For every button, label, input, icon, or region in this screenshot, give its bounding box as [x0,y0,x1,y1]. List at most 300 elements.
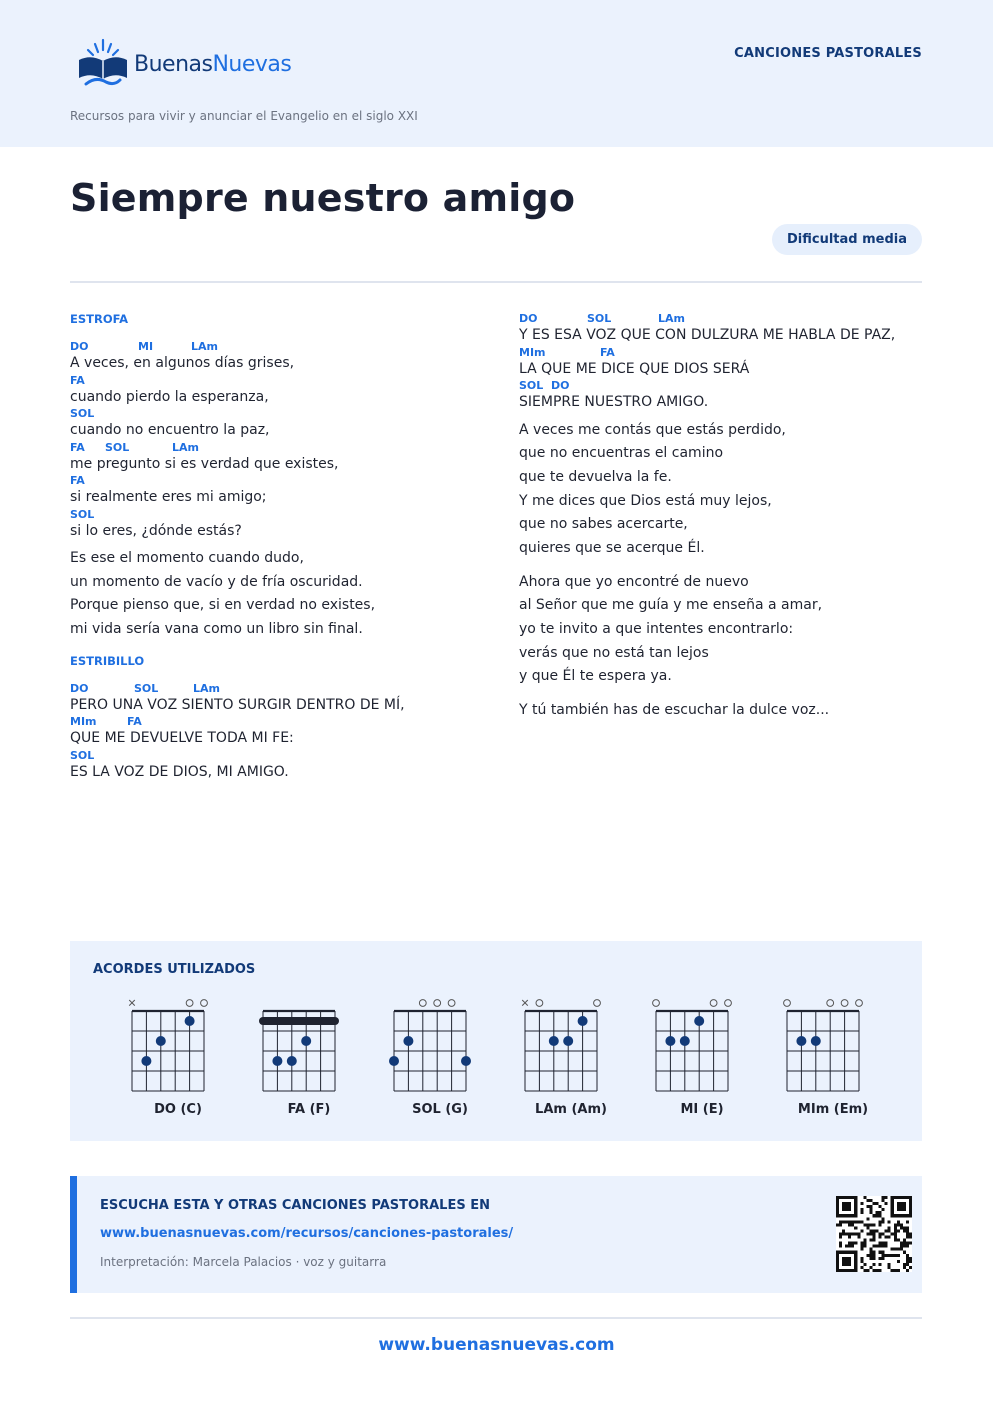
qr-module [869,1208,872,1211]
chord-name: FA (F) [287,1102,331,1117]
qr-module [866,1269,869,1272]
chord-label: FA [70,474,85,487]
qr-module [897,1229,900,1232]
qr-module [903,1239,906,1242]
qr-module [909,1236,912,1239]
qr-module [857,1236,860,1239]
qr-module [891,1269,894,1272]
qr-module [909,1242,912,1245]
qr-module [845,1245,848,1248]
chord-line [519,379,939,393]
qr-module [879,1251,882,1254]
open-book-icon [76,36,132,92]
qr-module [894,1239,897,1242]
qr-module [872,1263,875,1266]
qr-module [869,1223,872,1226]
qr-code-icon[interactable] [836,1196,912,1272]
open-string-marker [725,1000,732,1007]
guitar-chord-icon [516,989,626,1099]
footer-link[interactable]: www.buenasnuevas.com [378,1335,615,1355]
qr-module [900,1226,903,1229]
chord-label: MIm [519,345,546,359]
finger-dot [389,1056,399,1066]
qr-module [863,1242,866,1245]
finger-dot [141,1056,151,1066]
finger-dot [156,1036,166,1046]
finger-dot [185,1016,195,1026]
lyric-line: y que Él te espera ya. [519,668,672,685]
qr-module [860,1248,863,1251]
qr-module [879,1232,882,1235]
chord-line [70,340,490,354]
difficulty-badge: Dificultad media [772,224,922,255]
lyric-line: si realmente eres mi amigo; [70,489,267,505]
open-string-marker [827,1000,834,1007]
qr-module [891,1254,894,1257]
qr-module [888,1263,891,1266]
qr-module [848,1223,851,1226]
qr-module [839,1223,842,1226]
chords-panel [70,941,922,1141]
qr-module [845,1232,848,1235]
qr-module [863,1196,866,1199]
finger-dot [549,1036,559,1046]
chord-name: LAm (Am) [535,1102,607,1117]
qr-module [882,1217,885,1220]
qr-module [876,1211,879,1214]
lyric-line: al Señor que me guía y me enseña a amar, [519,597,823,614]
lyric-line: que no sabes acercarte, [519,516,688,533]
chord-label: DO [70,681,89,695]
finger-dot [563,1036,573,1046]
qr-module [860,1202,863,1205]
lyric-line: Y tú también has de escuchar la dulce voz... [519,702,830,719]
qr-module [894,1254,897,1257]
chord-label: LAm [658,312,685,325]
qr-module [851,1242,854,1245]
chord-label: SOL [70,748,95,762]
qr-module [906,1220,909,1223]
qr-module [872,1245,875,1248]
qr-module [866,1226,869,1229]
chord-label: SOL [587,312,612,325]
qr-module [863,1263,866,1266]
lyrics-right-column [519,312,939,723]
qr-module [872,1254,875,1257]
qr-module [906,1232,909,1235]
chord-line [70,682,490,696]
qr-module [851,1232,854,1235]
finger-dot [694,1016,704,1026]
qr-module [860,1229,863,1232]
qr-module [860,1266,863,1269]
qr-module [879,1269,882,1272]
qr-module [885,1196,888,1199]
qr-module [885,1245,888,1248]
qr-module [869,1257,872,1260]
qr-module [882,1208,885,1211]
chord-diagram-mi [647,989,757,1119]
qr-module [894,1229,897,1232]
qr-module [866,1199,869,1202]
qr-module [879,1245,882,1248]
chord-label: LAm [191,340,218,353]
chord-diagram-do [123,989,233,1119]
divider [70,281,922,283]
song-title: Siempre nuestro amigo [70,176,576,220]
qr-module [906,1242,909,1245]
finger-dot [578,1016,588,1026]
qr-module [851,1223,854,1226]
open-string-marker [784,1000,791,1007]
lyric-line: Porque pienso que, si en verdad no existes, [70,597,376,614]
qr-module [891,1232,894,1235]
qr-module [879,1263,882,1266]
qr-module [903,1266,906,1269]
brand-name-part2: Nuevas [212,52,292,77]
finger-dot [301,1036,311,1046]
qr-module [897,1254,900,1257]
qr-module [848,1236,851,1239]
qr-module [897,1220,900,1223]
qr-module [857,1220,860,1223]
lyrics-left-column [70,312,490,782]
qr-module [842,1232,845,1235]
open-string-marker [434,1000,441,1007]
qr-module [872,1257,875,1260]
lyric-line: verás que no está tan lejos [519,644,709,661]
open-string-marker [201,1000,208,1007]
lyric-line: un momento de vacío y de fría oscuridad. [70,573,363,590]
qr-module [906,1263,909,1266]
finger-dot [680,1036,690,1046]
chord-diagram-sol [385,989,495,1119]
listen-link[interactable]: www.buenasnuevas.com/recursos/canciones-pastorales/ [100,1226,514,1241]
listen-title: ESCUCHA ESTA Y OTRAS CANCIONES PASTORALES EN [100,1198,490,1213]
qr-module [869,1266,872,1269]
lyric-line: que no encuentras el camino [519,445,724,462]
section-tag[interactable]: CANCIONES PASTORALES [734,46,922,61]
qr-module [839,1232,842,1235]
qr-module [879,1220,882,1223]
qr-module [857,1232,860,1235]
chord-line [70,508,490,522]
qr-finder [842,1202,851,1211]
qr-module [872,1229,875,1232]
qr-module [900,1248,903,1251]
qr-module [860,1245,863,1248]
qr-module [879,1214,882,1217]
qr-module [872,1269,875,1272]
chord-line [519,346,939,360]
qr-module [906,1269,909,1272]
qr-module [888,1220,891,1223]
qr-finder [897,1202,906,1211]
qr-module [839,1236,842,1239]
qr-module [869,1229,872,1232]
listen-panel [70,1176,922,1293]
qr-module [900,1242,903,1245]
qr-module [897,1248,900,1251]
qr-module [854,1226,857,1229]
qr-module [888,1226,891,1229]
qr-module [903,1229,906,1232]
qr-module [869,1248,872,1251]
qr-module [836,1223,839,1226]
qr-finder [842,1257,851,1266]
qr-module [882,1196,885,1199]
qr-module [909,1257,912,1260]
qr-module [903,1245,906,1248]
divider [70,1317,922,1319]
lyric-line: Y ES ESA VOZ QUE CON DULZURA ME HABLA DE PAZ, [519,327,896,343]
qr-module [863,1223,866,1226]
qr-module [906,1245,909,1248]
qr-module [854,1220,857,1223]
qr-module [839,1245,842,1248]
chord-line [70,474,490,488]
performer-credit: Interpretación: Marcela Palacios · voz y guitarra [100,1255,387,1269]
chord-diagram-fa [254,989,364,1119]
qr-module [854,1232,857,1235]
qr-module [863,1245,866,1248]
qr-module [842,1229,845,1232]
qr-module [903,1226,906,1229]
lyric-line: cuando pierdo la esperanza, [70,388,269,405]
lyric-line: PERO UNA VOZ SIENTO SURGIR DENTRO DE MÍ, [70,696,405,713]
qr-module [860,1208,863,1211]
qr-module [888,1266,891,1269]
finger-dot [272,1056,282,1066]
lyric-line: LA QUE ME DICE QUE DIOS SERÁ [519,360,750,377]
qr-module [882,1220,885,1223]
chord-name: DO (C) [154,1102,202,1117]
qr-module [839,1220,842,1223]
qr-module [872,1251,875,1254]
chord-label: MIm [70,715,97,729]
finger-dot [796,1036,806,1046]
chord-label: MI [138,340,154,353]
qr-module [851,1245,854,1248]
open-string-marker [856,1000,863,1007]
brand-name-part1: Buenas [134,52,213,77]
chord-label: SOL [519,379,544,392]
lyric-line: quieres que se acerque Él. [519,539,705,556]
qr-module [879,1236,882,1239]
chord-diagram-lam [516,989,626,1119]
qr-module [897,1269,900,1272]
chord-name: SOL (G) [412,1102,468,1117]
qr-module [906,1236,909,1239]
qr-module [879,1223,882,1226]
guitar-chord-icon [123,989,233,1099]
qr-module [869,1251,872,1254]
lyric-line: ES LA VOZ DE DIOS, MI AMIGO. [70,763,289,780]
lyric-line: Es ese el momento cuando dudo, [70,550,304,566]
qr-module [863,1239,866,1242]
finger-dot [665,1036,675,1046]
qr-module [897,1223,900,1226]
open-string-marker [841,1000,848,1007]
qr-module [888,1254,891,1257]
qr-module [854,1242,857,1245]
qr-module [869,1254,872,1257]
qr-module [894,1269,897,1272]
finger-dot [811,1036,821,1046]
chord-label: LAm [193,681,220,695]
chord-label: FA [70,373,85,387]
lyric-line: A veces, en algunos días grises, [70,355,295,371]
qr-module [869,1211,872,1214]
qr-module [860,1211,863,1214]
qr-module [894,1236,897,1239]
qr-module [866,1217,869,1220]
qr-module [872,1223,875,1226]
qr-module [872,1214,875,1217]
chords-title: ACORDES UTILIZADOS [93,962,256,977]
lyric-line: SIEMPRE NUESTRO AMIGO. [519,394,709,410]
qr-module [894,1248,897,1251]
guitar-chord-icon [385,989,495,1099]
guitar-chord-icon [778,989,888,1099]
qr-module [866,1223,869,1226]
qr-module [888,1229,891,1232]
qr-module [876,1202,879,1205]
finger-dot [461,1056,471,1066]
lyric-line: cuando no encuentro la paz, [70,422,270,438]
qr-module [906,1254,909,1257]
qr-module [882,1245,885,1248]
qr-module [885,1202,888,1205]
qr-module [909,1232,912,1235]
lyric-line: yo te invito a que intentes encontrarlo: [519,621,794,637]
finger-dot [287,1056,297,1066]
lyric-line: me pregunto si es verdad que existes, [70,455,339,472]
lyric-line: si lo eres, ¿dónde estás? [70,522,242,539]
qr-module [866,1254,869,1257]
chord-label: SOL [70,507,95,521]
qr-module [863,1269,866,1272]
chord-label: FA [70,440,85,454]
qr-module [891,1248,894,1251]
estrofa-label: ESTROFA [70,312,129,326]
qr-module [885,1229,888,1232]
chord-label: SOL [70,407,95,420]
qr-module [876,1245,879,1248]
qr-module [906,1257,909,1260]
qr-module [860,1260,863,1263]
guitar-chord-icon [647,989,757,1099]
qr-module [848,1242,851,1245]
chord-label: SOL [105,440,130,454]
chord-line [519,312,939,326]
qr-module [860,1257,863,1260]
qr-module [879,1205,882,1208]
chord-diagram-mim [778,989,888,1119]
open-string-marker [710,1000,717,1007]
chord-label: DO [70,340,89,353]
qr-module [839,1242,842,1245]
guitar-chord-icon [254,989,364,1099]
qr-module [866,1232,869,1235]
brand-name [134,52,291,77]
qr-module [869,1205,872,1208]
brand-logo[interactable] [76,36,292,92]
qr-module [903,1242,906,1245]
chord-label: DO [551,379,570,392]
qr-module [860,1242,863,1245]
tagline: Recursos para vivir y anunciar el Evangelio en el siglo XXI [70,109,418,123]
chord-label: FA [600,345,615,359]
open-string-marker [536,1000,543,1007]
qr-module [848,1245,851,1248]
qr-module [885,1242,888,1245]
qr-module [882,1251,885,1254]
qr-module [872,1239,875,1242]
chord-label: FA [127,715,142,729]
qr-module [882,1232,885,1235]
qr-module [894,1223,897,1226]
qr-module [885,1236,888,1239]
qr-module [860,1220,863,1223]
qr-module [906,1260,909,1263]
chord-name: MIm (Em) [797,1102,869,1117]
qr-module [866,1205,869,1208]
open-string-marker [594,1000,601,1007]
lyric-line: Y me dices que Dios está muy lejos, [519,492,772,509]
qr-module [882,1257,885,1260]
qr-module [879,1242,882,1245]
lyric-line: que te devuelva la fe. [519,468,672,485]
qr-module [900,1223,903,1226]
chord-line [70,441,490,455]
qr-module [879,1257,882,1260]
qr-module [845,1220,848,1223]
chord-label: LAm [172,440,199,454]
qr-module [894,1232,897,1235]
qr-module [848,1220,851,1223]
qr-module [882,1254,885,1257]
qr-module [879,1211,882,1214]
qr-module [869,1232,872,1235]
qr-module [906,1229,909,1232]
qr-module [894,1226,897,1229]
qr-module [869,1239,872,1242]
finger-dot [403,1036,413,1046]
chord-line [70,749,490,763]
estribillo-label: ESTRIBILLO [70,653,145,668]
open-string-marker [448,1000,455,1007]
qr-module [897,1260,900,1263]
chord-label: DO [519,312,538,325]
chord-name: MI (E) [680,1102,724,1117]
qr-module [903,1251,906,1254]
qr-module [882,1242,885,1245]
qr-module [872,1202,875,1205]
qr-module [851,1220,854,1223]
qr-module [848,1232,851,1235]
qr-module [876,1229,879,1232]
chord-line [70,407,490,421]
open-string-marker [653,1000,660,1007]
lyric-line: Ahora que yo encontré de nuevo [519,573,749,590]
qr-module [876,1269,879,1272]
header [0,0,993,147]
chord-line [70,374,490,388]
qr-module [869,1199,872,1202]
qr-module [876,1214,879,1217]
qr-module [897,1239,900,1242]
